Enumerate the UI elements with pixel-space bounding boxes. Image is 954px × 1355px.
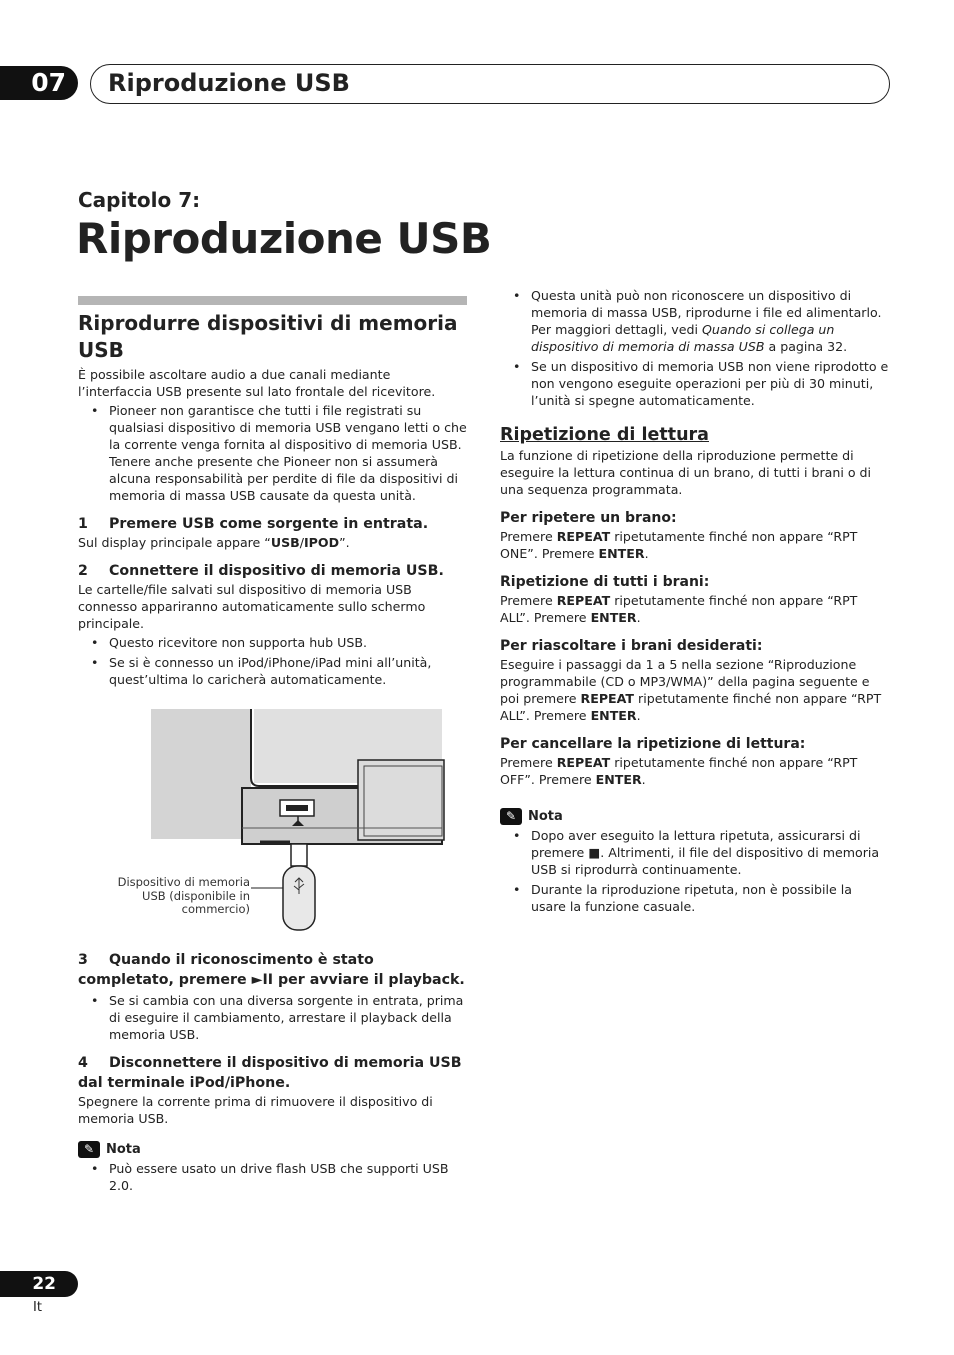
step-3: 3 Quando il riconoscimento è stato completato, premere ►II per avviare il playback. (78, 952, 465, 988)
left-column-top (78, 366, 468, 691)
step-2: 2 Connettere il dispositivo di memoria USB. (78, 563, 444, 579)
left-column-bottom (78, 940, 468, 1197)
right-column (500, 285, 890, 918)
list-item: • Se si cambia con una diversa sorgente in entrata, prima di eseguire il cambiamento, arrestare il playback della memoria USB. (109, 992, 468, 1043)
chapter-label: Capitolo 7: (78, 188, 201, 212)
list-item: • Questo ricevitore non supporta hub USB. (109, 634, 468, 651)
illustration-caption: Dispositivo di memoria USB (disponibile in commercio) (117, 875, 250, 916)
repeat-all-text: Premere REPEAT ripetutamente finché non appare “RPT ALL”. Premere ENTER. (500, 593, 858, 625)
list-item: • Pioneer non garantisce che tutti i file registrati su qualsiasi dispositivo di memoria USB vengano letti o che la corrente venga fornita al dispositivo di memoria USB. Tenere anche presente che Pioneer non si assumerà alcuna responsabilità per perdite di file da dispositivi di memoria di massa USB causate da questa unità. (109, 402, 468, 504)
step-2-text: Le cartelle/file salvati sul dispositivo di memoria USB connesso appariranno automaticamente sullo schermo principale. (78, 582, 426, 631)
repeat-cancel-title: Per cancellare la ripetizione di lettura: (500, 736, 806, 752)
pencil-note-icon: ✎ (78, 1141, 100, 1158)
step-4: 4 Disconnettere il dispositivo di memoria USB dal terminale iPod/iPhone. (78, 1055, 462, 1091)
list-item: • Durante la riproduzione ripetuta, non è possibile la usare la funzione casuale. (531, 881, 890, 915)
list-item: • Se si è connesso un iPod/iPhone/iPad mini all’unità, quest’ultima lo caricherà automaticamente. (109, 654, 468, 688)
section-heading: Riprodurre dispositivi di memoria USB (78, 311, 458, 362)
note-header: ✎ Nota (500, 808, 890, 825)
list-item: • Dopo aver eseguito la lettura ripetuta, assicurarsi di premere ■. Altrimenti, il file del dispositivo di memoria USB si riprodurrà continuamente. (531, 827, 890, 878)
chapter-title: Riproduzione USB (76, 214, 492, 263)
step-1-text: Sul display principale appare “USB/IPOD”. (78, 535, 350, 550)
repeat-one-title: Per ripetere un brano: (500, 510, 677, 526)
step-4-text: Spegnere la corrente prima di rimuovere il dispositivo di memoria USB. (78, 1094, 433, 1126)
note-header: ✎ Nota (78, 1141, 468, 1158)
list-item: • Se un dispositivo di memoria USB non viene riprodotto e non vengono eseguite operazioni per più di 30 minuti, l’unità si spegne automaticamente. (531, 358, 890, 409)
chapter-number-tab: 07 (0, 66, 78, 100)
header-title: Riproduzione USB (108, 69, 350, 97)
repeat-all-title: Ripetizione di tutti i brani: (500, 574, 710, 590)
intro-text: È possibile ascoltare audio a due canali mediante l’interfaccia USB presente sul lato frontale del ricevitore. (78, 367, 436, 399)
pencil-note-icon: ✎ (500, 808, 522, 825)
repeat-one-text: Premere REPEAT ripetutamente finché non appare “RPT ONE”. Premere ENTER. (500, 529, 858, 561)
page-number: 22 (0, 1271, 78, 1297)
list-item: • Questa unità può non riconoscere un dispositivo di memoria di massa USB, riprodurne i file ed alimentarlo. Per maggiori dettagli, vedi Quando si collega un dispositivo di memoria di massa USB a pagina 32. (531, 287, 890, 355)
repeat-cancel-text: Premere REPEAT ripetutamente finché non appare “RPT OFF”. Premere ENTER. (500, 755, 858, 787)
subsection-heading: Ripetizione di lettura (500, 425, 709, 445)
repeat-program-title: Per riascoltare i brani desiderati: (500, 638, 763, 654)
repeat-intro: La funzione di ripetizione della riproduzione permette di eseguire la lettura continua di un brano, di tutti i brani o di una sequenza programmata. (500, 448, 872, 497)
list-item: • Può essere usato un drive flash USB che supporti USB 2.0. (109, 1160, 468, 1194)
language-code: It (33, 1300, 42, 1315)
section-divider (78, 296, 467, 305)
step-1: 1 Premere USB come sorgente in entrata. (78, 516, 429, 532)
repeat-program-text: Eseguire i passaggi da 1 a 5 nella sezione “Riproduzione programmabile (CD o MP3/WMA)” della pagina seguente e poi premere REPEAT ripetutamente finché non appare “RPT ALL”. Premere ENTER. (500, 657, 882, 723)
